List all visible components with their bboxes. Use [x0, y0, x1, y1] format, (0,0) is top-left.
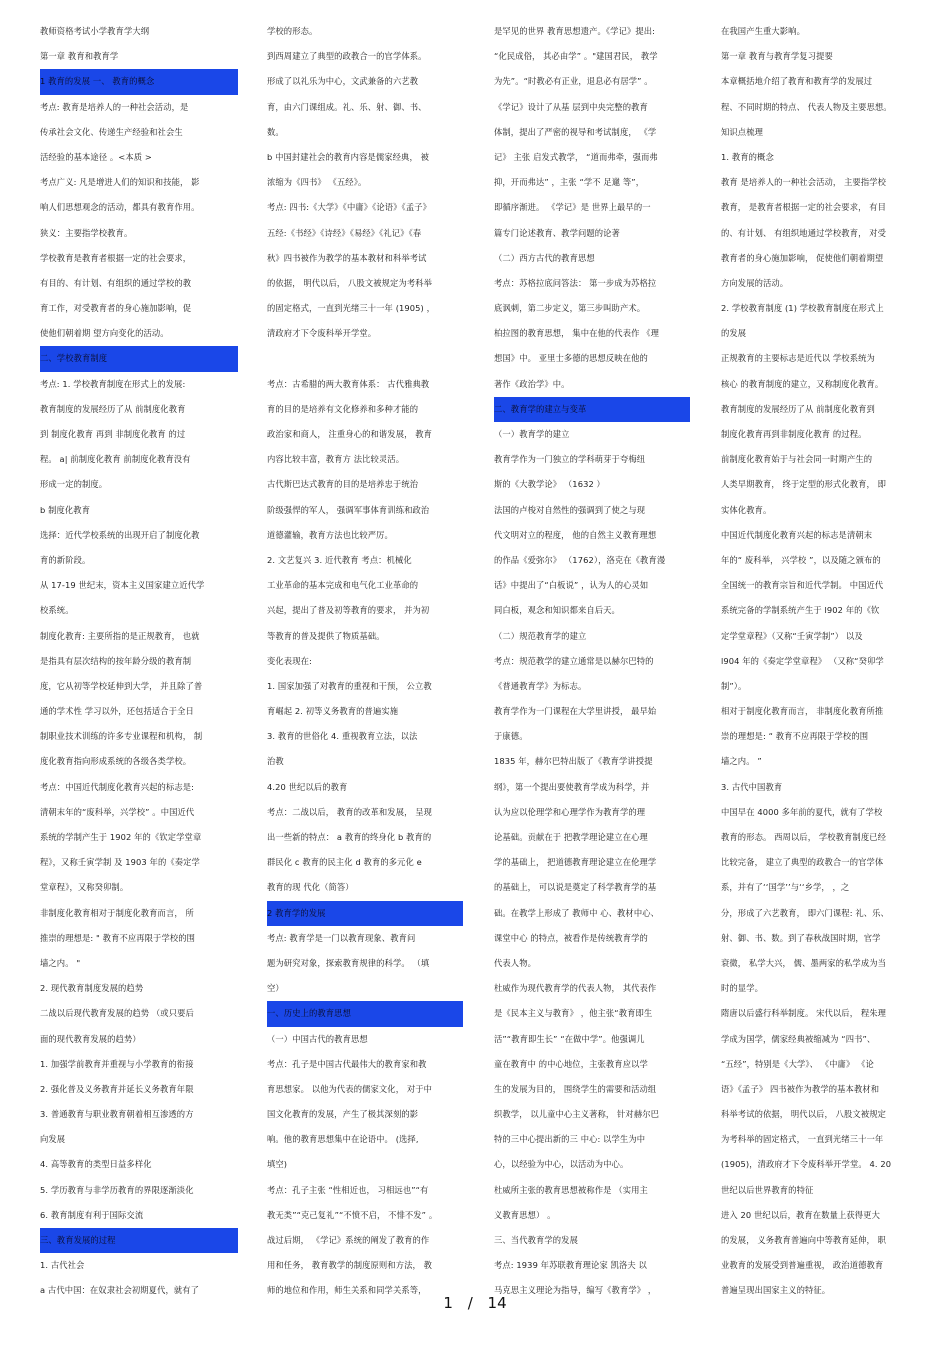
text-line: 1. 国家加强了对教育的重视和干预， 公立教 — [267, 680, 432, 691]
text-line: 考点：孔子是中国古代最伟大的教育家和教 — [267, 1058, 427, 1069]
text-line: 有目的、有计划、有组织的通过学校的教 — [40, 277, 192, 288]
text-line: 出一些新的特点： a 教育的终身化 b 教育的 — [267, 832, 432, 842]
text-line: 到西周建立了典型的政教合一的官学体系。 — [267, 51, 427, 62]
text-line: 考点：二战以后， 教育的改革和发展， 呈现 — [267, 806, 433, 817]
text-line: 础。在教学上形成了 教师中 心、教材中心、 — [494, 907, 660, 918]
text-line: 《学记》设计了从基 层到中央完整的教育 — [494, 101, 648, 112]
text-line: 教育 是培养人的一种社会活动， 主要指学校 — [721, 177, 887, 188]
text-line: 3. 古代中国教育 — [721, 781, 783, 792]
text-line: “五经”，特别是《大学》、 《中庸》 《论 — [721, 1058, 874, 1069]
text-line: 科举考试的依据， 明代以后， 八股文被规定 — [721, 1109, 887, 1120]
text-line: 的发展， 义务教育普遍向中等教育延伸， 职 — [721, 1235, 887, 1245]
text-line: 本章概括地介绍了教育和教育学的发展过 — [721, 76, 873, 87]
text-line: 阶级强悍的军人， 强调军事体育训练和政治 — [267, 504, 430, 515]
text-line: 人类早期教育， 终于定型的形式化教育， 即 — [721, 479, 887, 490]
text-line: 4.20 世纪以后的教育 — [267, 781, 348, 792]
text-line: 时的显学。 — [721, 983, 763, 994]
text-line: 考点: 四书:《大学》《中庸》《论语》《孟子》 — [267, 202, 432, 213]
text-line: 教育， 是教育者根据一定的社会要求， 有目 — [721, 202, 887, 213]
text-line: 抑，开而弗达” ，主张 “学不 足邋 等”， — [494, 177, 645, 188]
text-line: 织教学， 以儿童中心主义著称， 针对赫尔巴 — [494, 1109, 660, 1120]
text-line: 制”）。 — [721, 680, 747, 691]
text-line: 世纪以后世界教育的特征 — [721, 1184, 814, 1195]
text-line: 育的目的是培养有文化修养和多种才能的 — [267, 403, 419, 414]
text-line: 形成一定的制度。 — [40, 479, 108, 490]
text-line: 育崛起 2. 初等义务教育的普遍实施 — [267, 706, 399, 717]
text-line: (1905)，清政府才下令废科举开学堂。 4. 20 — [721, 1159, 892, 1170]
text-line: （二）西方古代的教育思想 — [494, 252, 595, 263]
text-line: 非制度化教育相对于制度化教育而言， 所 — [40, 907, 194, 918]
text-line: 教育的形态。 西周以后， 学校教育制度已经 — [721, 832, 887, 842]
text-line: 的发展 — [721, 328, 747, 339]
text-line: 教师资格考试小学教育学大纲 — [40, 26, 150, 36]
text-line: “化民成俗， 其必由学” 。"建国君民， 教学 — [494, 51, 658, 62]
text-line: 政治家和商人， 注重身心的和谐发展， 教育 — [267, 429, 433, 439]
text-line: 古代斯巴达式教育的目的是培养忠于统治 — [267, 479, 419, 490]
text-line: 制度化教育再到非制度化教育 的过程。 — [721, 429, 867, 439]
text-line: 中国近代制度化教育兴起的标志是清朝末 — [721, 529, 873, 540]
text-line: 墙之内。 ” — [721, 756, 762, 767]
text-line: 法国的卢梭对自然性的强调到了使之与现 — [494, 504, 646, 515]
text-line: 2. 文艺复兴 3. 近代教育 考点：机械化 — [267, 554, 412, 565]
text-line: 年的“ 废科举， 兴学校 ”，以及随之颁布的 — [721, 554, 881, 565]
text-line: 隋唐以后盛行科举制度。 宋代以后， 程朱理 — [721, 1008, 887, 1019]
text-line: 考点：孔子主张 “性相近也， 习相远也”“有 — [267, 1184, 429, 1195]
text-line: 业教育的发展受到普遍重视， 政治道德教育 — [721, 1260, 884, 1271]
text-line: 育的新阶段。 — [40, 554, 91, 565]
text-line: 全国统一的教育宗旨和近代学制。 中国近代 — [721, 580, 884, 591]
section-heading: 二、学校教育制度 — [40, 346, 238, 371]
text-line: 系统的学制产生于 1902 年的《钦定学堂章 — [40, 832, 202, 842]
text-line: 考点: 教育学是一门以教育现象、教育问 — [267, 932, 416, 943]
text-line: 治教 — [267, 756, 284, 767]
text-line: 底讽刺，第二步定义，第三步叫助产术。 — [494, 303, 646, 314]
text-line: 是指具有层次结构的按年龄分级的教育制 — [40, 655, 192, 666]
text-line: 中国早在 4000 多年前的夏代，就有了学校 — [721, 806, 883, 817]
text-line: 通的学术性 学习以外，还包括适合于全日 — [40, 706, 194, 717]
text-line: 的固定格式，一直到光绪三十一年 (1905) ， — [267, 303, 436, 314]
text-line: 考点：中国近代制度化教育兴起的标志是: — [40, 781, 195, 792]
text-line: 向发展 — [40, 1134, 66, 1145]
text-line: 同白板，观念和知识都来自后天。 — [494, 605, 620, 616]
text-line: 正规教育的主要标志是近代以 学校系统为 — [721, 353, 875, 364]
text-line: 秋》四书被作为教学的基本教材和科举考试 — [267, 252, 427, 263]
page-indicator — [0, 1294, 950, 1312]
text-line: 响人们思想观念的活动，都具有教育作用。 — [40, 202, 200, 213]
text-line: 射、御、书、数。到了春秋战国时期，官学 — [721, 932, 881, 943]
text-line — [267, 346, 463, 371]
text-line: 定学堂章程》（又称“壬寅学制”） 以及 — [721, 630, 863, 641]
text-line: 题为研究对象，探索教育规律的科学。 （填 — [267, 957, 430, 968]
text-line: 活”“教育即生长” “在做中学”。他强调儿 — [494, 1033, 645, 1044]
text-line: 记》 主张 启发式教学， “道而弗牵，强而弗 — [494, 151, 658, 162]
text-line: 是《民本主义与教育》 ，他主张“教育即生 — [494, 1008, 653, 1019]
text-line: 活经验的基本途径 。<本质 > — [40, 151, 152, 162]
text-line: 纲》，第一个提出要使教育学成为科学，并 — [494, 781, 650, 792]
text-line: 教育的现 代化（简答） — [267, 882, 354, 893]
text-line: l904 年的《奏定学堂章程》 （又称“癸卯学 — [721, 655, 884, 666]
text-line: 育工作，对受教育者的身心施加影响，促 — [40, 303, 192, 314]
text-line: 课堂中心 的特点，被看作是传统教育学的 — [494, 932, 648, 943]
text-line: 兴起，提出了普及初等教育的要求， 并为初 — [267, 605, 430, 616]
text-line: 教育制度的发展经历了从 前制度化教育 — [40, 403, 186, 414]
text-line: 于康德。 — [494, 731, 528, 742]
text-line: 清政府才下令废科举开学堂。 — [267, 328, 377, 339]
text-line: 为先”。“时教必有正业，退息必有居学” 。 — [494, 76, 653, 87]
text-line: 传承社会文化、传递生产经验和社会生 — [40, 126, 183, 137]
text-line: 清朝末年的“废科举，兴学校” 。中国近代 — [40, 806, 195, 817]
text-line: 《普通教育学》为标志。 — [494, 680, 587, 691]
text-line: 马克思主义理论为指导，编写《教育学》 ， — [494, 1285, 657, 1296]
text-line: 五经:《书经》《诗经》《易经》《礼记》《春 — [267, 227, 422, 238]
text-line: 工业革命的基本完成和电气化工业革命的 — [267, 580, 419, 591]
text-line: 面的现代教育发展的趋势） — [40, 1033, 141, 1044]
text-line: 2. 现代教育制度发展的趋势 — [40, 983, 144, 994]
text-line: 考点：苏格拉底问答法： 第一步成为苏格拉 — [494, 277, 657, 288]
text-line: （二）规范教育学的建立 — [494, 630, 587, 641]
text-line: 相对于制度化教育而言， 非制度化教育所推 — [721, 706, 884, 717]
section-heading: 2 教育学的发展 — [267, 901, 463, 926]
text-line: 校系统。 — [40, 605, 74, 616]
text-line: 柏拉图的教育思想， 集中在他的代表作 《理 — [494, 328, 660, 339]
text-line: 的依据， 明代以后， 八股文被规定为考科举 — [267, 277, 433, 288]
text-line: 5. 学历教育与非学历教育的界限逐渐淡化 — [40, 1184, 194, 1195]
text-line: 育思想家。 以他为代表的儒家文化， 对于中 — [267, 1083, 433, 1094]
text-line: b 中国封建社会的教育内容是儒家经典， 被 — [267, 151, 429, 162]
text-line: 程、不同时期的特点、 代表人物及主要思想。 — [721, 101, 892, 112]
text-line: 的基础上， 可以说是奠定了科学教育学的基 — [494, 882, 657, 893]
text-line: 代文明对立的程度， 他的自然主义教育理想 — [494, 529, 657, 540]
text-line: 话》中提出了“白板说” ，认为人的心灵如 — [494, 580, 649, 591]
section-heading: 1 教育的发展 一、 教育的概念 — [40, 69, 238, 94]
text-line: 考点: 教育是培养人的一种社会活动，是 — [40, 101, 189, 112]
text-line: 填空) — [267, 1159, 288, 1170]
text-line: 考点广义: 凡是增进人们的知识和技能， 影 — [40, 177, 200, 188]
text-line: 程》，又称壬寅学制 及 1903 年的《奏定学 — [40, 857, 200, 868]
text-line: 内容比较丰富，教育方 法比较灵活。 — [267, 454, 405, 465]
section-heading: 二、教育学的建立与变革 — [494, 397, 690, 422]
text-line: 三、当代教育学的发展 — [494, 1235, 578, 1245]
text-line: 6. 教育制度有利于国际交流 — [40, 1209, 144, 1220]
text-line: 生的发展为目的， 围绕学生的需要和活动组 — [494, 1083, 657, 1094]
text-line: 第一章 教育和教育学 — [40, 51, 119, 62]
text-line: 比较完备， 建立了典型的政教合一的官学体 — [721, 857, 884, 868]
text-line: 堂章程》，又称癸卯制。 — [40, 882, 129, 893]
text-line: 第一章 教育与教育学复习提要 — [721, 51, 833, 62]
text-line: 群民化 c 教育的民主化 d 教育的多元化 e — [267, 857, 422, 868]
text-line: a 古代中国：在奴隶社会初期夏代，就有了 — [40, 1285, 200, 1296]
text-line: 等教育的普及提供了物质基础。 — [267, 630, 385, 641]
text-line: 空） — [267, 983, 284, 994]
column-3 — [494, 19, 690, 1304]
text-line: 篇专门论述教育、教学问题的论著 — [494, 227, 620, 238]
page-current: 1 — [443, 1294, 453, 1312]
text-line: 到 制度化教育 再到 非制度化教育 的过 — [40, 429, 186, 439]
text-line: 教无类”“克己复礼”“不愤不启， 不悱不发” 。 — [267, 1209, 438, 1220]
text-line: 3. 普通教育与职业教育朝着相互渗透的方 — [40, 1109, 194, 1120]
text-line: 墙之内。 " — [40, 957, 81, 968]
text-line: 形成了以礼乐为中心，文武兼备的六艺教 — [267, 76, 419, 87]
text-line: （一）中国古代的教育思想 — [267, 1033, 368, 1044]
text-line: 1. 加强学前教育并重视与小学教育的衔接 — [40, 1058, 194, 1069]
text-line: 教育制度的发展经历了从 前制度化教育到 — [721, 403, 875, 414]
text-line: 1. 古代社会 — [40, 1260, 85, 1271]
text-line: 系统完备的学制系统产生于 l902 年的《钦 — [721, 605, 880, 616]
text-line: 学成为国学，儒家经典被缩减为 “四书”、 — [721, 1033, 876, 1044]
column-4 — [721, 19, 921, 1304]
text-line: 杜威所主张的教育思想被称作是 （实用主 — [494, 1184, 648, 1195]
text-line: 道德灌输，教育方法也比较严厉。 — [267, 529, 393, 540]
text-line: 浓缩为《四书》 《五经》。 — [267, 177, 367, 188]
text-line: 义教育思想） 。 — [494, 1209, 556, 1220]
text-line: b 制度化教育 — [40, 504, 91, 515]
text-line: 在我国产生重大影响。 — [721, 26, 805, 36]
text-line: 学校教育是教育者根据一定的社会要求， — [40, 252, 192, 263]
text-line: 育，由六门课组成。礼、乐、射、御、书、 — [267, 101, 427, 112]
text-line: 学校的形态。 — [267, 26, 318, 36]
text-line: 即循序渐进。 《学记》是 世界上最早的一 — [494, 202, 651, 213]
text-line: 著作《政治学》中。 — [494, 378, 570, 389]
text-line: 知识点梳理 — [721, 126, 763, 137]
page-separator: / — [467, 1294, 473, 1312]
text-line: 考点：规范教学的建立通常是以赫尔巴特的 — [494, 655, 654, 666]
text-line: 响。他的教育思想集中在论语中。 (选择, — [267, 1134, 419, 1145]
text-line: 2. 学校教育制度 (1) 学校教育制度在形式上 — [721, 303, 884, 314]
section-heading: 一、历史上的教育思想 — [267, 1001, 463, 1026]
text-line: 衰微， 私学大兴， 儒、墨两家的私学成为当 — [721, 957, 887, 968]
text-line: 数。 — [267, 126, 284, 137]
text-line: 战过后期， 《学记》系统的阐发了教育的作 — [267, 1235, 430, 1245]
text-line: 进入 20 世纪以后，教育在数量上获得更大 — [721, 1209, 880, 1220]
text-line: 考点: 1. 学校教育制度在形式上的发展: — [40, 378, 186, 389]
column-1 — [40, 19, 238, 1304]
text-line: 教育学作为一门独立的学科萌芽于夸梅纽 — [494, 454, 646, 465]
text-line: 为考科举的固定格式， 一直到光绪三十一年 — [721, 1134, 884, 1145]
page-total: 14 — [487, 1294, 507, 1312]
text-line: 论基础。贡献在于 把教学理论建立在心理 — [494, 832, 648, 842]
text-line: 考点: 1939 年苏联教育理论家 凯洛夫 以 — [494, 1260, 647, 1271]
text-line: 系，并有了‘‘国学’’与‘‘乡学， ，之 — [721, 882, 850, 893]
text-line: 崇的理想是: “ 教育不应再限于学校的围 — [721, 731, 869, 742]
text-line: 教育学作为一门课程在大学里讲授， 最早始 — [494, 706, 657, 717]
text-line: 狭义：主要指学校教育。 — [40, 227, 133, 238]
text-line: 变化表现在: — [267, 655, 312, 666]
text-line: 前制度化教育始于与社会同一时期产生的 — [721, 454, 873, 465]
text-line: 制度化教育: 主要所指的是正规教育， 也就 — [40, 630, 200, 641]
column-2 — [267, 19, 463, 1304]
text-line: 分，形成了六艺教育， 即六门课程: 礼、乐、 — [721, 907, 889, 918]
text-line: 程。 a| 前制度化教育 前制度化教育没有 — [40, 454, 191, 465]
text-line: 推崇的理想是: " 教育不应再限于学校的围 — [40, 932, 196, 943]
text-line: 师的地位和作用，师生关系和同学关系等， — [267, 1285, 427, 1296]
text-line: 是罕见的世界 教育思想遗产。《学记》提出: — [494, 26, 656, 36]
text-line: 学的基础上， 把道德教育理论建立在伦理学 — [494, 857, 657, 868]
text-line: 度，它从初等学校延伸到大学， 并且除了普 — [40, 680, 203, 691]
text-line: 代表人物。 — [494, 957, 536, 968]
text-line: 斯的《大教学论》 （1632 ） — [494, 479, 605, 490]
text-line: 1835 年，赫尔巴特出版了《教育学讲授提 — [494, 756, 653, 767]
text-line: 教育者的身心施加影响， 促使他们朝着期望 — [721, 252, 884, 263]
text-line: 4. 高等教育的类型日益多样化 — [40, 1159, 152, 1170]
text-line: 认为应以伦理学和心理学作为教育学的理 — [494, 806, 646, 817]
text-line: 1. 教育的概念 — [721, 151, 774, 162]
text-line: 使他们朝着期 望方向变化的活动。 — [40, 328, 169, 339]
text-line: 二战以后现代教育发展的趋势 （或只要后 — [40, 1008, 194, 1019]
text-line: 度化教育指向形成系统的各级各类学校。 — [40, 756, 192, 767]
text-line: 想国》中。 亚里士多德的思想反映在他的 — [494, 353, 648, 364]
text-line: （一）教育学的建立 — [494, 429, 570, 439]
text-line: 选择：近代学校系统的出现开启了制度化教 — [40, 529, 200, 540]
text-line: 国文化教育的发展，产生了极其深刻的影 — [267, 1109, 419, 1120]
text-line: 制职业技术训练的许多专业课程和机构， 制 — [40, 731, 203, 742]
text-line: 2. 强化普及义务教育并延长义务教育年限 — [40, 1083, 194, 1094]
text-line: 考点：古希腊的两大教育体系： 古代雅典教 — [267, 378, 430, 389]
text-line: 特的三中心提出新的三 中心: 以学生为中 — [494, 1134, 646, 1145]
text-line: 的作品《爱弥尔》 （1762），洛克在《教育漫 — [494, 554, 666, 565]
text-line: 3. 教育的世俗化 4. 重视教育立法，以法 — [267, 731, 418, 742]
text-line: 普遍呈现出国家主义的特征。 — [721, 1285, 831, 1296]
text-line: 体制，提出了严密的视导和考试制度， 《学 — [494, 126, 657, 137]
text-line: 童在教育中 的中心地位，主张教育应以学 — [494, 1058, 648, 1069]
text-line: 实体化教育。 — [721, 504, 772, 515]
text-line: 杜威作为现代教育学的代表人物， 其代表作 — [494, 983, 657, 994]
text-line: 语》《孟子》 四书被作为教学的基本教材和 — [721, 1083, 880, 1094]
text-line: 心，以经验为中心，以活动为中心。 — [494, 1159, 629, 1170]
text-line: 方向发展的活动。 — [721, 277, 789, 288]
text-line: 的、有计划、 有组织地通过学校教育， 对受 — [721, 227, 887, 238]
section-heading: 三、教育发展的过程 — [40, 1228, 238, 1253]
text-line: 用和任务， 教育教学的制度原则和方法， 教 — [267, 1260, 433, 1271]
text-line: 从 17-19 世纪末，资本主义国家建立近代学 — [40, 580, 205, 591]
text-line: 核心 的教育制度的建立，又称制度化教育。 — [721, 378, 884, 389]
